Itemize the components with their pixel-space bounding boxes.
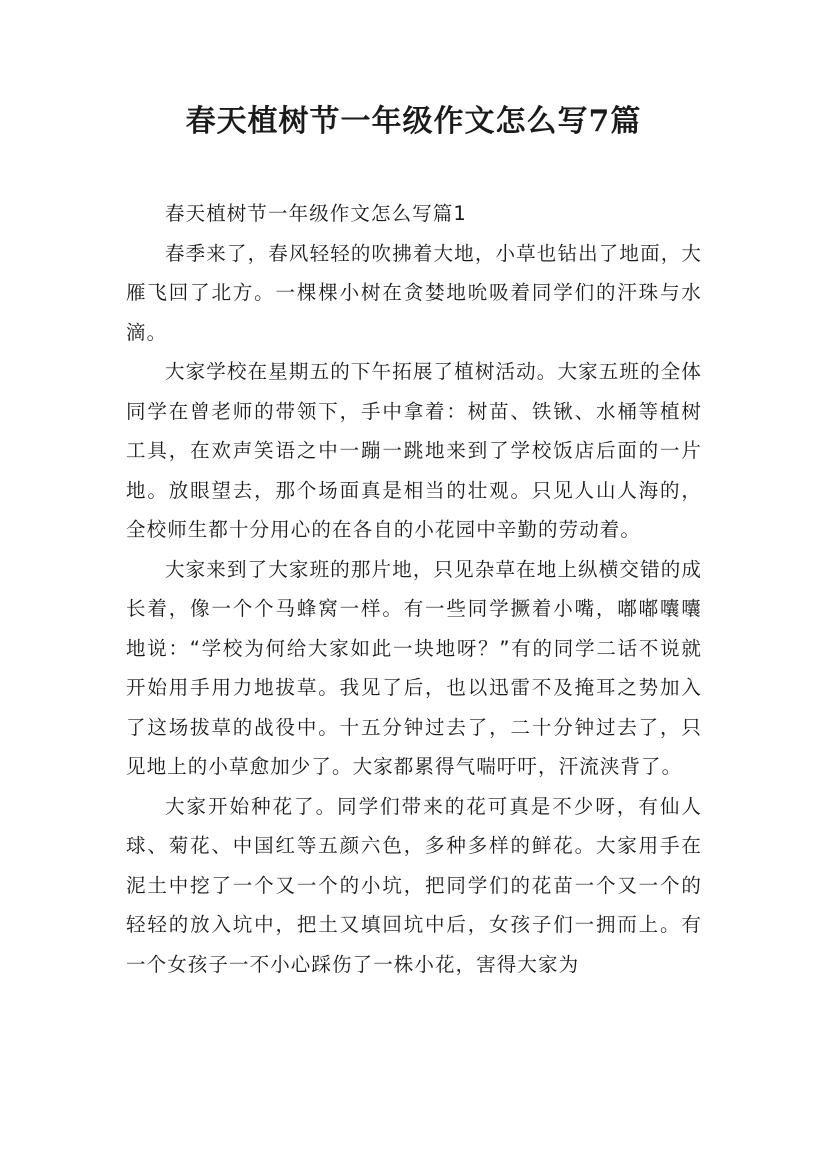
section-heading: 春天植树节一年级作文怎么写篇1 — [165, 202, 467, 225]
document-title: 春天植树节一年级作文怎么写7篇 — [185, 104, 642, 139]
paragraph: 春季来了，春风轻轻的吹拂着大地，小草也钻出了地面，大雁飞回了北方。一棵棵小树在贪婪地吮吸着同学们的汗珠与水滴。 — [126, 241, 702, 344]
paragraph: 大家学校在星期五的下午拓展了植树活动。大家五班的全体同学在曾老师的带领下，手中拿着：树苗、铁锹、水桶等植树工具，在欢声笑语之中一蹦一跳地来到了学校饭店后面的一片地。放眼望去，那个场面真是相当的壮观。只见人山人海的，全校师生都十分用心的在各自的小花园中辛勤的劳动着。 — [126, 360, 702, 541]
article-body — [126, 194, 702, 984]
paragraph: 大家来到了大家班的那片地，只见杂草在地上纵横交错的成长着，像一个个马蜂窝一样。有一些同学撅着小嘴，嘟嘟囔囔地说：“学校为何给大家如此一块地呀？”有的同学二话不说就开始用手用力地拔草。我见了后，也以迅雷不及掩耳之势加入了这场拔草的战役中。十五分钟过去了，二十分钟过去了，只见地上的小草愈加少了。大家都累得气喘吁吁，汗流浃背了。 — [126, 557, 702, 778]
paragraph: 大家开始种花了。同学们带来的花可真是不少呀，有仙人球、菊花、中国红等五颜六色，多种多样的鲜花。大家用手在泥土中挖了一个又一个的小坑，把同学们的花苗一个又一个的轻轻的放入坑中，把土又填回坑中后，女孩子们一拥而上。有一个女孩子一不小心踩伤了一株小花，害得大家为 — [126, 794, 702, 976]
